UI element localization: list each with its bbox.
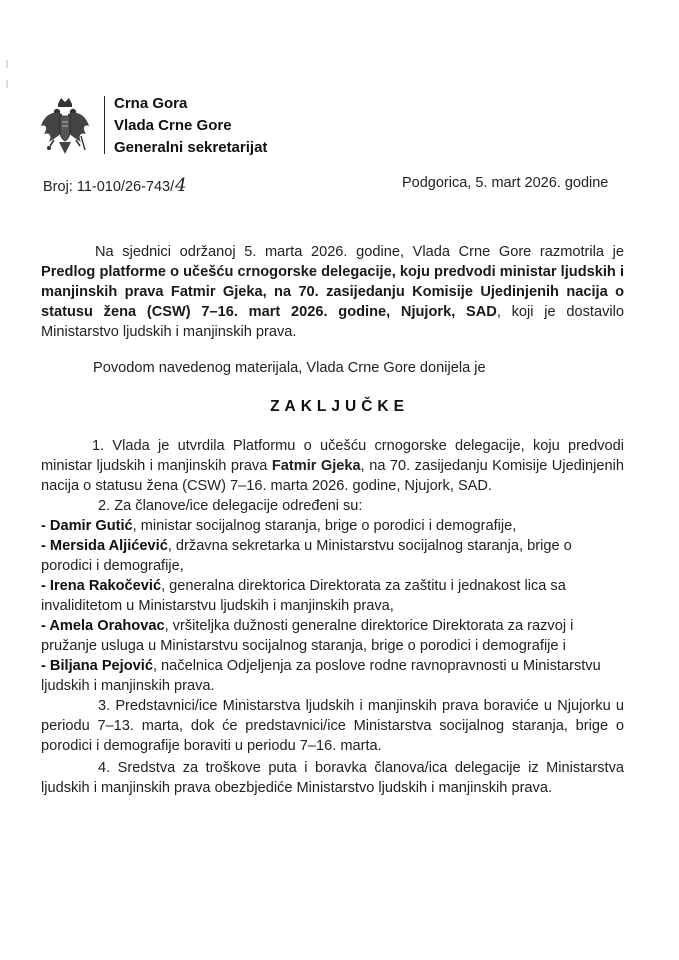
- delegation-member: [41, 656, 624, 696]
- intro-text-2: , koji je dostavilo Ministarstvo ljudskih i manjinskih prava.: [41, 304, 624, 340]
- member-prefix: -: [41, 518, 50, 534]
- reference-handwritten-suffix: 4: [175, 175, 187, 196]
- intro-paragraph-2: Povodom navedenog materijala, Vlada Crne Gore donijela je: [93, 360, 486, 376]
- intro-paragraph: [41, 242, 624, 342]
- delegation-member: [41, 516, 624, 536]
- member-role: , državna sekretarka u Ministarstvu socijalnog staranja, brige o porodici i demografije,: [41, 538, 572, 574]
- delegation-member: [41, 536, 624, 576]
- org-country: Crna Gora: [114, 95, 188, 112]
- intro-bold-subject: Predlog platforme o učešću crnogorske delegacije, koju predvodi ministar ljudskih i manjinskih prava Fatmir Gjeka, na 70. zasijedanju Komisije Ujedinjenih nacija o statusu žena (CSW) 7–16. mart 2026. godine, Njujork, SAD: [41, 264, 624, 320]
- conclusion-4: 4. Sredstva za troškove puta i boravka članova/ica delegacije iz Ministarstva ljudskih i manjinskih prava obezbjediće Ministarstvo ljudskih i manjinskih prava.: [41, 760, 624, 796]
- place-and-date: Podgorica, 5. mart 2026. godine: [402, 175, 609, 191]
- conclusions-body: [41, 436, 624, 798]
- issuing-authority: [114, 93, 267, 159]
- conclusion-3: 3. Predstavnici/ice Ministarstva ljudskih i manjinskih prava boraviće u Njujorku u periodu 7–13. marta, dok će predstavnici/ice Ministarstva socijalnog staranja, brige o porodici i demografije boraviti u periodu 7–16. marta.: [41, 698, 624, 754]
- conclusion-1: [41, 436, 624, 496]
- member-role: , ministar socijalnog staranja, brige o porodici i demografije,: [132, 518, 517, 534]
- scan-edge-mark: [6, 60, 8, 100]
- member-prefix: -: [41, 618, 50, 634]
- org-secretariat: Generalni sekretarijat: [114, 139, 268, 156]
- member-name: Irena Rakočević: [49, 578, 162, 594]
- member-name: Mersida Aljićević: [49, 538, 168, 554]
- coat-of-arms-emblem: [38, 96, 92, 158]
- conclusion-1-bold-name: Fatmir Gjeka: [271, 458, 361, 474]
- member-prefix: -: [41, 658, 50, 674]
- conclusion-1-text-2: , na 70. zasijedanju Komisije Ujedinjenih nacija o statusu žena (CSW) 7–16. marta 2026. godine, Njujork, SAD.: [41, 458, 624, 494]
- member-role: , načelnica Odjeljenja za poslove rodne ravnopravnosti u Ministarstvu ljudskih i manjinskih prava.: [41, 658, 601, 694]
- conclusion-2-intro: 2. Za članove/ice delegacije određeni su:: [98, 498, 363, 514]
- member-prefix: -: [41, 538, 50, 554]
- member-role: , generalna direktorica Direktorata za zaštitu i jednakost lica sa invaliditetom u Ministarstvu ljudskih i manjinskih prava,: [41, 578, 566, 614]
- org-government: Vlada Crne Gore: [114, 117, 232, 134]
- member-name: Amela Orahovac: [49, 618, 165, 634]
- member-name: Biljana Pejović: [49, 658, 153, 674]
- delegation-member: [41, 616, 624, 656]
- document-title: ZAKLJUČKE: [270, 398, 409, 415]
- member-name: Damir Gutić: [49, 518, 133, 534]
- member-role: , vršiteljka dužnosti generalne direktorice Direktorata za razvoj i pružanje usluga u Ministarstvu socijalnog staranja, brige o porodici i demografije i: [41, 618, 574, 654]
- conclusion-1-text-1: 1. Vlada je utvrdila Platformu o učešću crnogorske delegacije, koju predvodi ministar ljudskih i manjinskih prava: [41, 438, 624, 474]
- reference-number-text: Broj: 11-010/26-743/: [43, 179, 175, 195]
- reference-number: [43, 175, 187, 196]
- member-prefix: -: [41, 578, 50, 594]
- header-divider: [104, 96, 105, 154]
- intro-text-1: Na sjednici održanoj 5. marta 2026. godine, Vlada Crne Gore razmotrila je: [95, 244, 624, 260]
- delegation-member: [41, 576, 624, 616]
